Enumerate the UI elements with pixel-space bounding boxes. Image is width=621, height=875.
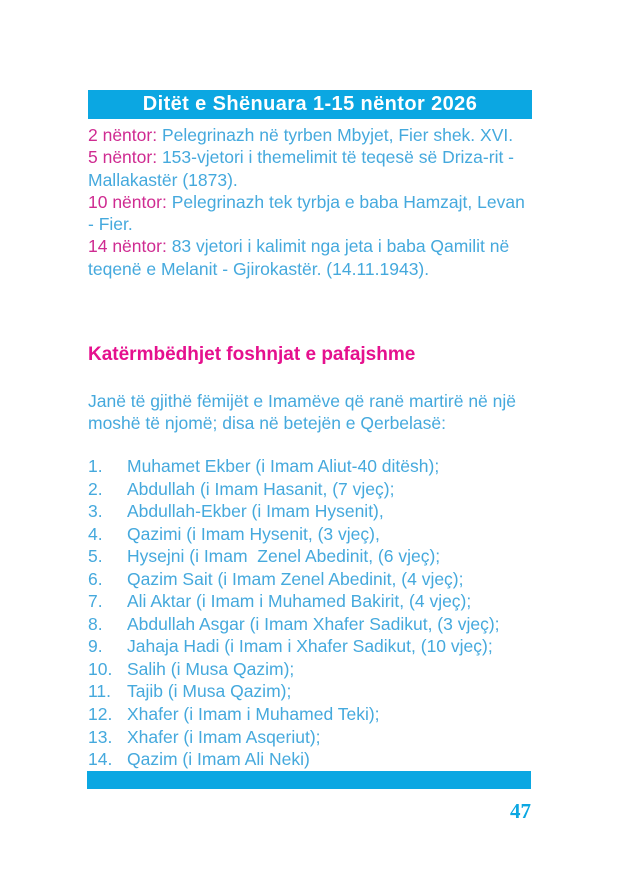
item-number: 5.: [88, 546, 103, 567]
item-number: 10.: [88, 658, 113, 679]
section-heading: Katërmbëdhjet foshnjat e pafajshme: [88, 344, 416, 365]
item-number: 2.: [88, 478, 103, 499]
list-item: [88, 500, 535, 523]
item-text: Tajib (i Musa Qazim);: [127, 681, 292, 702]
list-item: [88, 635, 535, 658]
item-number: 12.: [88, 704, 113, 725]
section-header-banner: [88, 90, 532, 119]
item-text: Muhamet Ekber (i Imam Aliut-40 ditësh);: [127, 456, 440, 476]
item-text: Qazimi (i Imam Hysenit, (3 vjeç),: [127, 523, 380, 544]
list-item: [88, 478, 535, 501]
section-header-title: Ditët e Shënuara 1-15 nëntor 2026: [142, 93, 478, 115]
item-number: 7.: [88, 591, 103, 612]
intro-paragraph: Janë të gjithë fëmijët e Imamëve që ranë martirë në një moshë të njomë; disa në betejën e Qerbelasë:: [88, 391, 516, 434]
item-text: Hysejni (i Imam Zenel Abedinit, (6 vjeç);: [127, 546, 441, 567]
event-date: 10 nëntor:: [88, 191, 167, 212]
list-item: [88, 680, 535, 703]
event-text: 83 vjetori i kalimit nga jeta i baba Qamilit në teqenë e Melanit - Gjirokastër. (14.11.1943).: [88, 236, 510, 279]
event-text: 153-vjetori i themelimit të teqesë së Driza-rit - Mallakastër (1873).: [88, 147, 515, 190]
event-entry: [88, 235, 535, 280]
item-number: 11.: [88, 681, 112, 702]
list-item: [88, 748, 535, 771]
item-number: 13.: [88, 726, 113, 747]
event-date: 14 nëntor:: [88, 236, 167, 257]
item-text: Qazim (i Imam Ali Neki): [127, 749, 310, 770]
item-text: Salih (i Musa Qazim);: [127, 658, 295, 679]
item-number: 4.: [88, 523, 103, 544]
item-text: Xhafer (i Imam i Muhamed Teki);: [127, 704, 380, 725]
list-item: [88, 703, 535, 726]
list-item: [88, 455, 535, 478]
list-item: [88, 523, 535, 546]
bottom-divider-bar: [87, 771, 531, 789]
item-text: Jahaja Hadi (i Imam i Xhafer Sadikut, (10 vjeç);: [127, 636, 493, 657]
item-text: Abdullah (i Imam Hasanit, (7 vjeç);: [127, 478, 395, 499]
events-list: [88, 124, 535, 280]
item-text: Xhafer (i Imam Asqeriut);: [127, 726, 321, 747]
item-number: 8.: [88, 613, 103, 634]
item-text: Abdullah-Ekber (i Imam Hysenit),: [127, 501, 384, 522]
item-number: 6.: [88, 568, 103, 589]
event-text: Pelegrinazh tek tyrbja e baba Hamzajt, Levan - Fier.: [88, 191, 525, 235]
event-date: 5 nëntor:: [88, 147, 158, 168]
item-text: Ali Aktar (i Imam i Muhamed Bakirit, (4 vjeç);: [127, 591, 472, 612]
list-item: [88, 568, 535, 591]
list-item: [88, 590, 535, 613]
event-entry: [88, 146, 535, 191]
list-item: [88, 613, 535, 636]
names-list: [88, 455, 535, 771]
event-date: 2 nëntor:: [88, 125, 158, 145]
item-text: Qazim Sait (i Imam Zenel Abedinit, (4 vjeç);: [127, 568, 464, 589]
list-item: [88, 545, 535, 568]
item-number: 3.: [88, 501, 103, 522]
item-number: 14.: [88, 749, 113, 770]
event-entry: [88, 124, 535, 146]
event-entry: [88, 191, 535, 236]
event-text: Pelegrinazh në tyrben Mbyjet, Fier shek. XVI.: [161, 125, 514, 145]
page-number: 47: [510, 799, 531, 823]
list-item: [88, 658, 535, 681]
item-number: 1.: [88, 456, 103, 476]
list-item: [88, 726, 535, 749]
item-text: Abdullah Asgar (i Imam Xhafer Sadikut, (3 vjeç);: [127, 613, 500, 634]
item-number: 9.: [88, 636, 103, 657]
